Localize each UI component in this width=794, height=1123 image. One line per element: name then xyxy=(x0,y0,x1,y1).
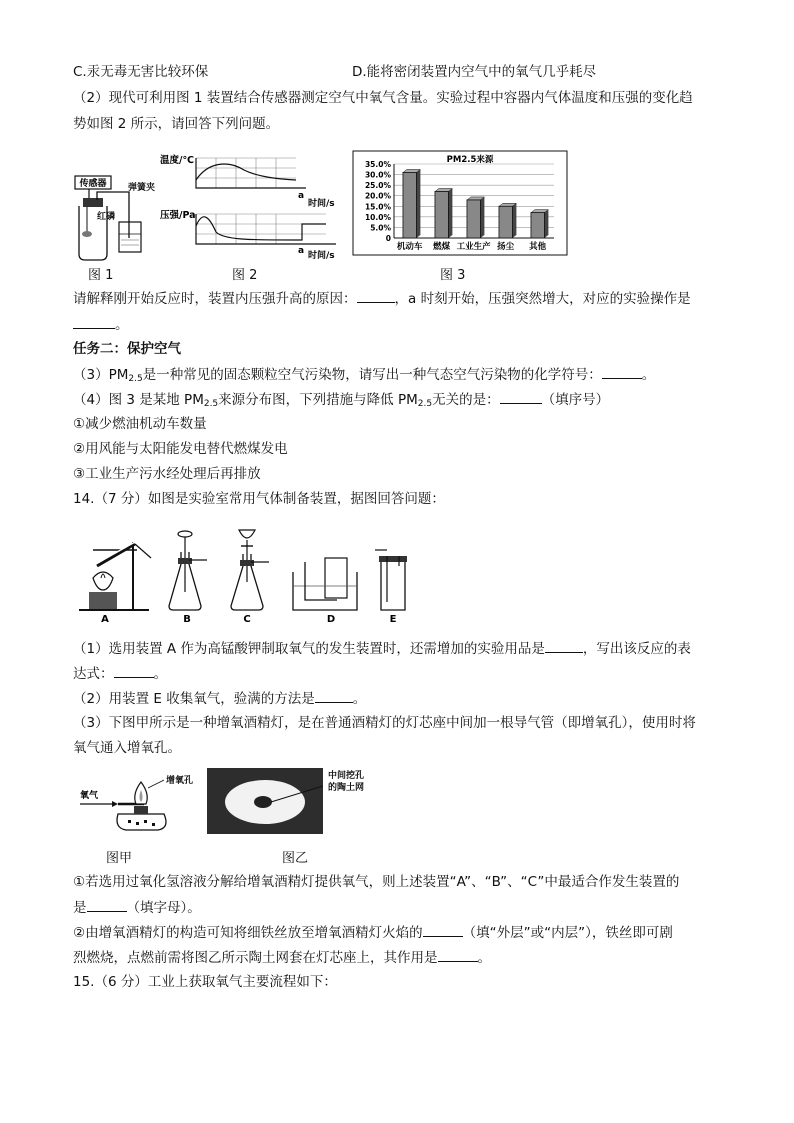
y-tick-label: 0 xyxy=(385,234,391,243)
time-label-2: 时间/s xyxy=(308,251,335,260)
x-tick-label-0: 机动车 xyxy=(396,242,423,252)
a-mark-1: a xyxy=(298,191,305,201)
bar-side-4 xyxy=(544,210,548,238)
p4-sub2: 2.5 xyxy=(417,399,433,409)
temp-curve xyxy=(196,164,296,180)
answer-blank-operation[interactable] xyxy=(73,314,115,329)
chart-title: PM2.5来源 xyxy=(446,155,494,165)
answer-blank-reason[interactable] xyxy=(357,288,395,303)
s1-text-c: （填字母）。 xyxy=(126,900,201,916)
p4-text-c: 无关的是： xyxy=(432,392,500,408)
bar-side-1 xyxy=(448,188,452,238)
explain-text-a: 请解释刚开始反应时，装置内压强升高的原因： xyxy=(73,291,357,307)
oxygen-label: 氧气 xyxy=(80,791,99,801)
figure-1-caption: 图 1 xyxy=(88,268,114,283)
phosphorus-label: 红磷 xyxy=(97,212,116,222)
option-d: D.能将密闭装置内空气中的氧气几乎耗尽 xyxy=(352,64,597,80)
y-tick-label: 5.0% xyxy=(370,223,391,233)
q13-p4 xyxy=(73,389,609,410)
figure-3-bar-chart xyxy=(352,150,568,256)
y-tick-label: 25.0% xyxy=(364,181,391,191)
pressure-curve xyxy=(196,217,326,240)
p4-text-b: 来源分布图，下列措施与降低 PM xyxy=(218,392,418,408)
mesh-label xyxy=(328,770,364,794)
q14-p3-line1: （3）下图甲所示是一种增氧酒精灯，是在普通酒精灯的灯芯座中间加一根导气管（即增氧孔），使用时将 xyxy=(73,715,696,731)
q14-s1-line2 xyxy=(73,897,201,918)
apparatus-label-b: B xyxy=(183,614,191,625)
y-tick-label: 35.0% xyxy=(364,160,391,169)
p3-text-b: 是一种常见的固态颗粒空气污染物，请写出一种气态空气污染物的化学符号： xyxy=(142,367,602,383)
s1-text-b: 是 xyxy=(73,900,87,916)
bar-1 xyxy=(435,191,448,238)
p3-end: 。 xyxy=(641,367,656,383)
a-mark-2: a xyxy=(298,246,305,256)
bar-3 xyxy=(499,206,512,238)
hole-label: 增氧孔 xyxy=(166,776,194,786)
explain-text-b: ，a 时刻开始，压强突然增大，对应的实验操作是 xyxy=(394,291,691,307)
q14-p1-line2 xyxy=(73,663,167,684)
figure-yi-caption: 图乙 xyxy=(282,851,309,866)
answer-blank-device[interactable] xyxy=(87,897,127,912)
s2-end: 。 xyxy=(477,950,491,966)
p1-text-b: ，写出该反应的表 xyxy=(582,641,691,657)
bar-side-2 xyxy=(480,197,484,238)
q13-explain-line2 xyxy=(73,314,129,335)
sensor-label: 传感器 xyxy=(79,179,107,189)
apparatus-label-e: E xyxy=(389,614,397,625)
measure-option-1: ①减少燃油机动车数量 xyxy=(73,416,207,432)
apparatus-label-d: D xyxy=(326,614,336,625)
answer-blank-flame-layer[interactable] xyxy=(423,922,463,937)
bar-2 xyxy=(467,200,480,238)
s2-text-b: （填“外层”或“内层”），铁丝即可剧 xyxy=(462,925,673,941)
apparatus-d xyxy=(293,558,357,610)
s2-text-c: 烈燃烧，点燃前需将图乙所示陶土网套在灯芯座上，其作用是 xyxy=(73,950,438,966)
x-tick-label-1: 燃煤 xyxy=(433,242,451,252)
p4-text-a: （4）图 3 是某地 PM xyxy=(73,392,204,408)
q14-s2-line2 xyxy=(73,947,491,968)
q13-explain-line xyxy=(73,288,691,309)
apparatus-label-c: C xyxy=(243,614,251,625)
figure-jia-caption: 图甲 xyxy=(106,851,133,866)
q14-s2-line1 xyxy=(73,922,673,943)
measure-option-2: ②用风能与太阳能发电替代燃煤发电 xyxy=(73,441,288,457)
x-tick-label-4: 其他 xyxy=(529,242,547,252)
answer-blank-check-full[interactable] xyxy=(315,688,353,703)
time-label-1: 时间/s xyxy=(308,199,335,209)
phosphorus-spoon xyxy=(82,231,92,237)
p2-end: 。 xyxy=(352,691,367,707)
spring-clip-label: 弹簧夹 xyxy=(128,183,156,193)
q13-p3 xyxy=(73,364,655,385)
y-tick-label: 30.0% xyxy=(364,170,391,180)
temp-axis-label: 温度/℃ xyxy=(160,155,194,166)
p1-text-a: （1）选用装置 A 作为高锰酸钾制取氧气的发生装置时，还需增加的实验用品是 xyxy=(73,641,545,657)
figure-3-caption: 图 3 xyxy=(440,268,466,283)
apparatus-e xyxy=(375,550,407,610)
measure-option-3: ③工业生产污水经处理后再排放 xyxy=(73,466,261,482)
q14-p2 xyxy=(73,688,366,709)
stopper xyxy=(83,198,103,207)
q14-p1-line1 xyxy=(73,638,691,659)
beaker xyxy=(119,222,141,252)
answer-blank-measure[interactable] xyxy=(500,389,542,404)
q14-stem: 14.（7 分）如图是实验室常用气体制备装置，据图回答问题： xyxy=(73,491,445,507)
p3-sub: 2.5 xyxy=(128,374,143,384)
figure-2-graphs xyxy=(158,152,346,260)
task2-heading: 任务二：保护空气 xyxy=(73,341,181,357)
q15-stem: 15.（6 分）工业上获取氧气主要流程如下： xyxy=(73,974,337,990)
p4-sub1: 2.5 xyxy=(203,399,219,409)
bar-side-3 xyxy=(512,203,516,238)
y-tick-label: 10.0% xyxy=(364,212,391,222)
bar-0 xyxy=(403,172,416,238)
q14-apparatus-figure xyxy=(75,522,415,626)
figure-2-caption: 图 2 xyxy=(232,268,258,283)
p1-end: 。 xyxy=(153,666,167,682)
explain-end: 。 xyxy=(115,317,129,333)
y-tick-label: 20.0% xyxy=(364,191,391,201)
s2-text-a: ②由增氧酒精灯的构造可知将细铁丝放至增氧酒精灯火焰的 xyxy=(73,925,423,941)
x-tick-label-3: 扬尘 xyxy=(497,242,515,252)
answer-blank-item[interactable] xyxy=(545,638,583,653)
option-c: C.汞无毒无害比较环保 xyxy=(73,64,209,80)
mesh-label-line1: 中间挖孔 xyxy=(328,771,365,781)
apparatus-label-a: A xyxy=(101,614,109,625)
q14-p3-line2: 氧气通入增氧孔。 xyxy=(73,740,181,756)
apparatus-b xyxy=(169,531,207,610)
x-tick-label-2: 工业生产 xyxy=(456,242,491,252)
y-tick-label: 15.0% xyxy=(364,202,391,212)
answer-blank-mesh-purpose[interactable] xyxy=(438,947,478,962)
apparatus-c xyxy=(231,530,269,610)
q14-s1-line1: ①若选用过氧化氢溶液分解给增氧酒精灯提供氧气，则上述装置“A”、“B”、“C”中最适合作发生装置的 xyxy=(73,874,680,890)
q13-p2-line1: （2）现代可利用图 1 装置结合传感器测定空气中氧气含量。实验过程中容器内气体温度和压强的变化趋 xyxy=(73,90,693,106)
p3-text-a: （3）PM xyxy=(73,367,129,383)
p2-text-a: （2）用装置 E 收集氧气，验满的方法是 xyxy=(73,691,315,707)
p1-text-c: 达式： xyxy=(73,666,114,682)
answer-blank-pollutant[interactable] xyxy=(602,364,642,379)
figure-yi-mesh xyxy=(207,768,323,834)
bar-4 xyxy=(531,213,544,238)
mesh-label-line2: 的陶土网 xyxy=(328,783,365,793)
q13-p2-line2: 势如图 2 所示，请回答下列问题。 xyxy=(73,116,280,132)
pressure-axis-label: 压强/Pa xyxy=(160,210,196,221)
answer-blank-equation[interactable] xyxy=(114,663,154,678)
p4-end: （填序号） xyxy=(541,392,610,408)
apparatus-a xyxy=(79,542,151,610)
bar-side-0 xyxy=(416,169,420,238)
